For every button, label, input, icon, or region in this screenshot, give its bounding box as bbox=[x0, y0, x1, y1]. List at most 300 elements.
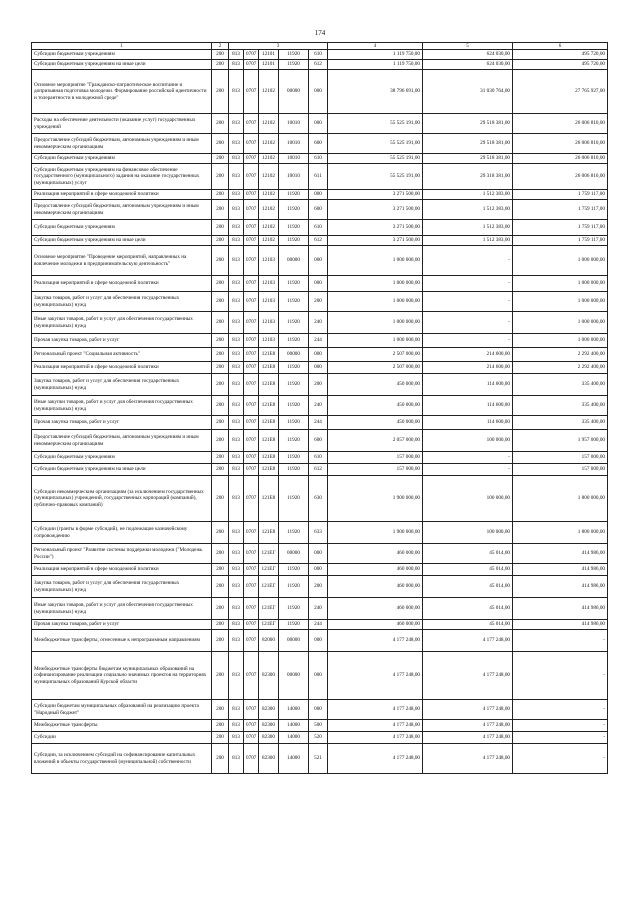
row-name: Региональный проект "Социальная активность" bbox=[32, 348, 212, 362]
code-expense-type: 600 bbox=[309, 134, 328, 154]
amount-col-4: 3 271 500,00 bbox=[328, 220, 423, 236]
code-expense-type: 610 bbox=[309, 220, 328, 236]
table-row bbox=[32, 334, 608, 348]
code-ministry: 200 bbox=[212, 522, 229, 544]
code-ministry: 200 bbox=[212, 598, 229, 620]
code-ministry: 200 bbox=[212, 416, 229, 430]
amount-col-6: 1 957 000,00 bbox=[513, 430, 608, 452]
code-expense-type: 610 bbox=[309, 452, 328, 464]
code-section: 0707 bbox=[244, 652, 259, 700]
code-section: 0707 bbox=[244, 312, 259, 334]
amount-col-6: - bbox=[513, 700, 608, 720]
code-direction: 11920 bbox=[279, 236, 309, 246]
header-col-2: 2 bbox=[212, 43, 229, 50]
code-ministry: 200 bbox=[212, 190, 229, 200]
code-expense-type: 521 bbox=[309, 744, 328, 774]
amount-col-6: 414 986,00 bbox=[513, 620, 608, 630]
code-section: 0707 bbox=[244, 732, 259, 744]
code-expense-type: 240 bbox=[309, 396, 328, 416]
amount-col-6: 1 759 117,00 bbox=[513, 220, 608, 236]
amount-col-6: 414 986,00 bbox=[513, 598, 608, 620]
code-expense-type: 244 bbox=[309, 416, 328, 430]
code-ministry: 200 bbox=[212, 452, 229, 464]
row-name: Прочая закупка товаров, работ и услуг bbox=[32, 416, 212, 430]
code-direction: 11920 bbox=[279, 598, 309, 620]
code-program: 12101 bbox=[259, 60, 279, 70]
code-ministry: 200 bbox=[212, 114, 229, 134]
code-program: 12103 bbox=[259, 246, 279, 276]
code-section: 0707 bbox=[244, 374, 259, 396]
row-name: Предоставление субсидий бюджетным, автономным учреждениям и иным некоммерческим организациям bbox=[32, 200, 212, 220]
code-section: 0707 bbox=[244, 452, 259, 464]
code-program: 121EГ bbox=[259, 564, 279, 576]
code-section: 0707 bbox=[244, 522, 259, 544]
code-department: 813 bbox=[229, 732, 244, 744]
code-section: 0707 bbox=[244, 134, 259, 154]
code-program: 12102 bbox=[259, 114, 279, 134]
code-direction: 11920 bbox=[279, 200, 309, 220]
row-name: Реализация мероприятий в сфере молодежной политики bbox=[32, 564, 212, 576]
amount-col-5: - bbox=[423, 246, 513, 276]
row-name: Субсидии, за исключением субсидий на софинансирование капитальных вложений в объекты государственной (муниципальной) собственности bbox=[32, 744, 212, 774]
table-row bbox=[32, 416, 608, 430]
code-ministry: 200 bbox=[212, 334, 229, 348]
amount-col-6: - bbox=[513, 652, 608, 700]
code-direction: 00000 bbox=[279, 70, 309, 114]
table-row bbox=[32, 246, 608, 276]
code-expense-type: 200 bbox=[309, 292, 328, 312]
code-section: 0707 bbox=[244, 236, 259, 246]
code-department: 813 bbox=[229, 720, 244, 732]
code-section: 0707 bbox=[244, 630, 259, 652]
amount-col-4: 1 000 000,00 bbox=[328, 334, 423, 348]
table-row bbox=[32, 732, 608, 744]
amount-col-4: 4 177 248,00 bbox=[328, 732, 423, 744]
row-name: Реализация мероприятий в сфере молодежной политики bbox=[32, 362, 212, 374]
code-expense-type: 000 bbox=[309, 564, 328, 576]
code-program: 12103 bbox=[259, 312, 279, 334]
amount-col-5: 45 014,00 bbox=[423, 564, 513, 576]
amount-col-5: - bbox=[423, 276, 513, 292]
row-name: Субсидии бюджетным учреждениям bbox=[32, 50, 212, 60]
row-name: Реализация мероприятий в сфере молодежной политики bbox=[32, 276, 212, 292]
table-row bbox=[32, 700, 608, 720]
amount-col-4: 157 000,00 bbox=[328, 452, 423, 464]
code-program: 12102 bbox=[259, 200, 279, 220]
row-name: Субсидии бюджетным учреждениям bbox=[32, 452, 212, 464]
code-program: 121E8 bbox=[259, 430, 279, 452]
code-department: 813 bbox=[229, 374, 244, 396]
amount-col-4: 3 271 500,00 bbox=[328, 200, 423, 220]
amount-col-5: 1 512 383,00 bbox=[423, 200, 513, 220]
amount-col-6: 1 800 000,00 bbox=[513, 476, 608, 522]
code-section: 0707 bbox=[244, 620, 259, 630]
amount-col-4: 3 271 500,00 bbox=[328, 190, 423, 200]
code-department: 813 bbox=[229, 476, 244, 522]
amount-col-4: 450 000,00 bbox=[328, 416, 423, 430]
code-direction: 11920 bbox=[279, 334, 309, 348]
code-ministry: 200 bbox=[212, 200, 229, 220]
code-direction: 11920 bbox=[279, 292, 309, 312]
code-section: 0707 bbox=[244, 200, 259, 220]
table-row bbox=[32, 544, 608, 564]
row-name: Субсидии бюджетным учреждениям bbox=[32, 154, 212, 164]
row-name: Закупка товаров, работ и услуг для обеспечения государственных (муниципальных) нужд bbox=[32, 576, 212, 598]
code-direction: 11920 bbox=[279, 476, 309, 522]
row-name: Иные закупки товаров, работ и услуг для обеспечения государственных (муниципальных) нужд bbox=[32, 598, 212, 620]
table-row bbox=[32, 220, 608, 236]
row-name: Субсидии бюджетным учреждениям bbox=[32, 220, 212, 236]
code-expense-type: 520 bbox=[309, 732, 328, 744]
code-expense-type: 000 bbox=[309, 246, 328, 276]
code-department: 813 bbox=[229, 576, 244, 598]
table-row bbox=[32, 154, 608, 164]
table-row bbox=[32, 620, 608, 630]
code-expense-type: 611 bbox=[309, 164, 328, 190]
code-expense-type: 200 bbox=[309, 374, 328, 396]
code-department: 813 bbox=[229, 652, 244, 700]
code-department: 813 bbox=[229, 220, 244, 236]
table-row bbox=[32, 200, 608, 220]
code-ministry: 200 bbox=[212, 430, 229, 452]
code-ministry: 200 bbox=[212, 464, 229, 476]
table-row bbox=[32, 598, 608, 620]
table-row bbox=[32, 236, 608, 246]
table-row bbox=[32, 50, 608, 60]
code-direction: 11920 bbox=[279, 60, 309, 70]
table-row bbox=[32, 134, 608, 154]
row-name: Субсидии бюджетным учреждениям на иные цели bbox=[32, 60, 212, 70]
code-program: 12103 bbox=[259, 292, 279, 312]
code-program: 121EГ bbox=[259, 544, 279, 564]
amount-col-4: 1 000 000,00 bbox=[328, 276, 423, 292]
code-ministry: 200 bbox=[212, 744, 229, 774]
amount-col-5: 29 518 381,00 bbox=[423, 154, 513, 164]
amount-col-6: 1 000 000,00 bbox=[513, 334, 608, 348]
row-name: Иные закупки товаров, работ и услуг для обеспечения государственных (муниципальных) нужд bbox=[32, 396, 212, 416]
amount-col-5: - bbox=[423, 292, 513, 312]
amount-col-4: 450 000,00 bbox=[328, 374, 423, 396]
table-row bbox=[32, 430, 608, 452]
code-section: 0707 bbox=[244, 576, 259, 598]
code-program: 121E8 bbox=[259, 374, 279, 396]
code-direction: 11920 bbox=[279, 430, 309, 452]
code-department: 813 bbox=[229, 416, 244, 430]
code-direction: 10010 bbox=[279, 154, 309, 164]
amount-col-5: 45 014,00 bbox=[423, 620, 513, 630]
header-col-5: 5 bbox=[423, 43, 513, 50]
row-name: Предоставление субсидий бюджетным, автономным учреждениям и иным некоммерческим организациям bbox=[32, 430, 212, 452]
amount-col-6: 26 006 810,00 bbox=[513, 164, 608, 190]
row-name: Субсидии некоммерческим организациям (за исключением государственных (муниципальных) учреждений, государственных корпораций (компаний), публично-правовых компаний) bbox=[32, 476, 212, 522]
code-department: 813 bbox=[229, 452, 244, 464]
amount-col-6: 26 006 810,00 bbox=[513, 134, 608, 154]
row-name: Региональный проект "Развитие системы поддержки молодежи ("Молодежь России") bbox=[32, 544, 212, 564]
code-department: 813 bbox=[229, 598, 244, 620]
table-row bbox=[32, 312, 608, 334]
amount-col-5: 624 030,00 bbox=[423, 50, 513, 60]
code-department: 813 bbox=[229, 362, 244, 374]
code-direction: 14000 bbox=[279, 732, 309, 744]
amount-col-4: 2 057 000,00 bbox=[328, 430, 423, 452]
row-name: Прочая закупка товаров, работ и услуг bbox=[32, 334, 212, 348]
code-program: 82300 bbox=[259, 652, 279, 700]
amount-col-5: 114 600,00 bbox=[423, 396, 513, 416]
code-expense-type: 610 bbox=[309, 50, 328, 60]
amount-col-5: 114 600,00 bbox=[423, 374, 513, 396]
amount-col-4: 4 177 248,00 bbox=[328, 720, 423, 732]
code-expense-type: 000 bbox=[309, 276, 328, 292]
code-department: 813 bbox=[229, 620, 244, 630]
code-program: 121E8 bbox=[259, 396, 279, 416]
table-row bbox=[32, 276, 608, 292]
code-expense-type: 000 bbox=[309, 114, 328, 134]
amount-col-4: 1 900 000,00 bbox=[328, 522, 423, 544]
amount-col-5: - bbox=[423, 312, 513, 334]
code-ministry: 200 bbox=[212, 236, 229, 246]
code-program: 121EГ bbox=[259, 576, 279, 598]
page-number: 174 bbox=[314, 29, 326, 37]
amount-col-6: 26 006 810,00 bbox=[513, 114, 608, 134]
code-section: 0707 bbox=[244, 464, 259, 476]
code-expense-type: 244 bbox=[309, 620, 328, 630]
code-direction: 11920 bbox=[279, 564, 309, 576]
row-name: Субсидии бюджетным учреждениям на финансовое обеспечение государственного (муниципального) задания на оказание государственных (муниципальных) услуг bbox=[32, 164, 212, 190]
table-row bbox=[32, 564, 608, 576]
code-ministry: 200 bbox=[212, 292, 229, 312]
row-name: Субсидии (гранты в форме субсидий), не подлежащие казначейскому сопровождению bbox=[32, 522, 212, 544]
code-section: 0707 bbox=[244, 164, 259, 190]
code-program: 82300 bbox=[259, 720, 279, 732]
code-ministry: 200 bbox=[212, 564, 229, 576]
code-expense-type: 600 bbox=[309, 200, 328, 220]
code-section: 0707 bbox=[244, 190, 259, 200]
amount-col-5: 31 030 764,00 bbox=[423, 70, 513, 114]
amount-col-6: 1 759 117,00 bbox=[513, 200, 608, 220]
code-department: 813 bbox=[229, 564, 244, 576]
code-section: 0707 bbox=[244, 154, 259, 164]
code-direction: 11920 bbox=[279, 522, 309, 544]
code-direction: 11920 bbox=[279, 362, 309, 374]
amount-col-4: 450 000,00 bbox=[328, 396, 423, 416]
table-row bbox=[32, 652, 608, 700]
code-direction: 11920 bbox=[279, 220, 309, 236]
code-ministry: 200 bbox=[212, 164, 229, 190]
code-department: 813 bbox=[229, 430, 244, 452]
amount-col-4: 460 000,00 bbox=[328, 598, 423, 620]
table-row bbox=[32, 292, 608, 312]
amount-col-4: 4 177 248,00 bbox=[328, 700, 423, 720]
code-ministry: 200 bbox=[212, 620, 229, 630]
code-expense-type: 000 bbox=[309, 652, 328, 700]
amount-col-6: - bbox=[513, 720, 608, 732]
amount-col-6: 157 000,00 bbox=[513, 464, 608, 476]
amount-col-5: 29 518 381,00 bbox=[423, 134, 513, 154]
code-department: 813 bbox=[229, 744, 244, 774]
code-section: 0707 bbox=[244, 246, 259, 276]
code-direction: 14000 bbox=[279, 720, 309, 732]
code-expense-type: 630 bbox=[309, 476, 328, 522]
code-department: 813 bbox=[229, 292, 244, 312]
code-program: 82000 bbox=[259, 630, 279, 652]
code-program: 12102 bbox=[259, 190, 279, 200]
code-ministry: 200 bbox=[212, 652, 229, 700]
code-program: 82300 bbox=[259, 732, 279, 744]
code-direction: 11920 bbox=[279, 374, 309, 396]
code-expense-type: 244 bbox=[309, 334, 328, 348]
amount-col-5: 4 177 248,00 bbox=[423, 732, 513, 744]
code-direction: 11920 bbox=[279, 276, 309, 292]
amount-col-5: - bbox=[423, 452, 513, 464]
row-name: Субсидии бюджетным учреждениям на иные цели bbox=[32, 464, 212, 476]
code-section: 0707 bbox=[244, 114, 259, 134]
code-direction: 11920 bbox=[279, 416, 309, 430]
code-program: 82300 bbox=[259, 744, 279, 774]
code-department: 813 bbox=[229, 544, 244, 564]
table-row bbox=[32, 576, 608, 598]
code-ministry: 200 bbox=[212, 154, 229, 164]
table-row bbox=[32, 452, 608, 464]
table-header bbox=[32, 43, 608, 50]
code-direction: 11920 bbox=[279, 396, 309, 416]
amount-col-4: 55 525 191,00 bbox=[328, 164, 423, 190]
table-row bbox=[32, 114, 608, 134]
amount-col-4: 1 000 000,00 bbox=[328, 292, 423, 312]
table-row bbox=[32, 464, 608, 476]
row-name: Закупка товаров, работ и услуг для обеспечения государственных (муниципальных) нужд bbox=[32, 374, 212, 396]
code-ministry: 200 bbox=[212, 396, 229, 416]
code-program: 12101 bbox=[259, 50, 279, 60]
code-direction: 14000 bbox=[279, 744, 309, 774]
amount-col-5: 1 512 383,00 bbox=[423, 190, 513, 200]
amount-col-6: 414 986,00 bbox=[513, 576, 608, 598]
code-ministry: 200 bbox=[212, 374, 229, 396]
table-row bbox=[32, 60, 608, 70]
amount-col-4: 460 000,00 bbox=[328, 620, 423, 630]
code-direction: 00000 bbox=[279, 652, 309, 700]
code-department: 813 bbox=[229, 236, 244, 246]
code-program: 121E8 bbox=[259, 416, 279, 430]
amount-col-5: 100 000,00 bbox=[423, 430, 513, 452]
amount-col-6: 26 006 810,00 bbox=[513, 154, 608, 164]
row-name: Межбюджетные трансферты bbox=[32, 720, 212, 732]
code-expense-type: 000 bbox=[309, 362, 328, 374]
amount-col-5: 4 177 248,00 bbox=[423, 652, 513, 700]
code-department: 813 bbox=[229, 60, 244, 70]
code-expense-type: 600 bbox=[309, 430, 328, 452]
code-ministry: 200 bbox=[212, 134, 229, 154]
code-direction: 11920 bbox=[279, 576, 309, 598]
code-section: 0707 bbox=[244, 396, 259, 416]
amount-col-5: 4 177 248,00 bbox=[423, 744, 513, 774]
code-expense-type: 240 bbox=[309, 598, 328, 620]
code-direction: 00000 bbox=[279, 630, 309, 652]
amount-col-6: 1 759 117,00 bbox=[513, 190, 608, 200]
amount-col-4: 55 525 191,00 bbox=[328, 154, 423, 164]
amount-col-5: - bbox=[423, 464, 513, 476]
code-program: 121E8 bbox=[259, 464, 279, 476]
code-expense-type: 240 bbox=[309, 312, 328, 334]
code-direction: 00000 bbox=[279, 348, 309, 362]
table-row bbox=[32, 70, 608, 114]
code-ministry: 200 bbox=[212, 544, 229, 564]
code-department: 813 bbox=[229, 50, 244, 60]
amount-col-4: 4 177 248,00 bbox=[328, 630, 423, 652]
code-section: 0707 bbox=[244, 416, 259, 430]
amount-col-5: 1 512 383,00 bbox=[423, 220, 513, 236]
amount-col-6: 1 000 000,00 bbox=[513, 292, 608, 312]
code-section: 0707 bbox=[244, 70, 259, 114]
table-body bbox=[32, 50, 608, 774]
code-section: 0707 bbox=[244, 60, 259, 70]
amount-col-6: 335 400,00 bbox=[513, 374, 608, 396]
table-row bbox=[32, 190, 608, 200]
amount-col-6: - bbox=[513, 744, 608, 774]
code-direction: 10010 bbox=[279, 134, 309, 154]
amount-col-6: 157 000,00 bbox=[513, 452, 608, 464]
code-section: 0707 bbox=[244, 720, 259, 732]
table-row bbox=[32, 720, 608, 732]
amount-col-6: 495 720,00 bbox=[513, 50, 608, 60]
amount-col-5: 45 014,00 bbox=[423, 576, 513, 598]
code-ministry: 200 bbox=[212, 70, 229, 114]
code-expense-type: 610 bbox=[309, 154, 328, 164]
amount-col-4: 460 000,00 bbox=[328, 576, 423, 598]
code-expense-type: 000 bbox=[309, 190, 328, 200]
table-row bbox=[32, 522, 608, 544]
code-department: 813 bbox=[229, 348, 244, 362]
code-program: 121E8 bbox=[259, 348, 279, 362]
row-name: Реализация мероприятий в сфере молодежной политики bbox=[32, 190, 212, 200]
code-department: 813 bbox=[229, 464, 244, 476]
code-section: 0707 bbox=[244, 292, 259, 312]
code-program: 121EГ bbox=[259, 620, 279, 630]
amount-col-6: 495 720,00 bbox=[513, 60, 608, 70]
code-program: 12102 bbox=[259, 154, 279, 164]
code-ministry: 200 bbox=[212, 720, 229, 732]
table-row bbox=[32, 476, 608, 522]
amount-col-6: 414 986,00 bbox=[513, 544, 608, 564]
code-direction: 00000 bbox=[279, 246, 309, 276]
code-ministry: 200 bbox=[212, 246, 229, 276]
code-program: 82300 bbox=[259, 700, 279, 720]
table-row bbox=[32, 362, 608, 374]
code-section: 0707 bbox=[244, 220, 259, 236]
code-department: 813 bbox=[229, 164, 244, 190]
code-section: 0707 bbox=[244, 744, 259, 774]
row-name: Закупка товаров, работ и услуг для обеспечения государственных (муниципальных) нужд bbox=[32, 292, 212, 312]
header-col-6: 6 bbox=[513, 43, 608, 50]
row-name: Субсидии бюджетам муниципальных образований на реализацию проекта "Народный бюджет" bbox=[32, 700, 212, 720]
code-ministry: 200 bbox=[212, 630, 229, 652]
code-expense-type: 200 bbox=[309, 576, 328, 598]
code-section: 0707 bbox=[244, 430, 259, 452]
amount-col-4: 55 525 191,00 bbox=[328, 134, 423, 154]
code-direction: 14000 bbox=[279, 700, 309, 720]
row-name: Иные закупки товаров, работ и услуг для обеспечения государственных (муниципальных) нужд bbox=[32, 312, 212, 334]
code-expense-type: 612 bbox=[309, 464, 328, 476]
code-department: 813 bbox=[229, 134, 244, 154]
code-department: 813 bbox=[229, 522, 244, 544]
table-row bbox=[32, 744, 608, 774]
amount-col-6: 27 765 927,00 bbox=[513, 70, 608, 114]
code-department: 813 bbox=[229, 190, 244, 200]
code-direction: 00000 bbox=[279, 544, 309, 564]
amount-col-6: 1 759 117,00 bbox=[513, 236, 608, 246]
code-direction: 11920 bbox=[279, 50, 309, 60]
amount-col-5: 29 518 381,00 bbox=[423, 114, 513, 134]
amount-col-5: 4 177 248,00 bbox=[423, 630, 513, 652]
